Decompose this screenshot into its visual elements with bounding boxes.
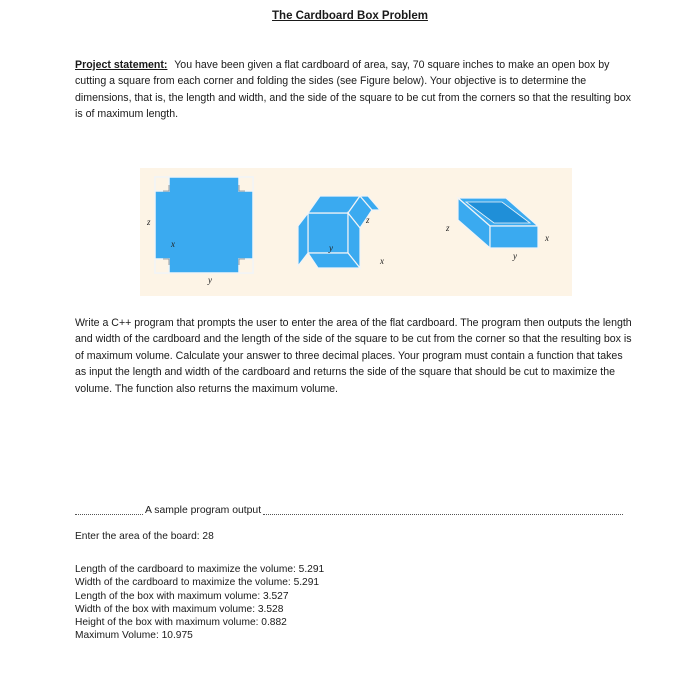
flat-y-label: y: [208, 275, 212, 285]
open-box-diagram: [445, 198, 549, 261]
box-x-label: x: [545, 233, 549, 243]
box-y-label: y: [513, 251, 517, 261]
sample-output-separator: [75, 505, 623, 516]
project-statement: [75, 57, 635, 123]
result-line: Maximum Volume: 10.975: [75, 630, 193, 642]
flat-x-label: x: [171, 239, 175, 249]
corner-cut-top-left: [155, 177, 169, 191]
box-z-label: z: [446, 223, 450, 233]
cardboard-figure-svg: [140, 168, 572, 296]
corner-cut-top-right: [239, 177, 253, 191]
result-line: Length of the cardboard to maximize the volume: 5.291: [75, 564, 325, 575]
result-line: Width of the box with maximum volume: 3.528: [75, 603, 284, 615]
fold-y-label: y: [329, 243, 333, 253]
sample-output-heading: A sample program output: [145, 505, 262, 516]
result-line: Width of the cardboard to maximize the volume: 5.291: [75, 577, 320, 589]
fold-z-label: z: [366, 215, 370, 225]
project-statement-text: You have been given a flat cardboard of area, say, 70 square inches to make an open box by cutting a square from each corner and folding the sides (see Figure below). Your objective is to determine the dimensions, that is, the length and width, and the side of the square to be cut from the corners so that the resulting box is of maximum length.: [75, 59, 631, 121]
sample-prompt-line: Enter the area of the board: 28: [75, 531, 214, 542]
separator-dots-left: [75, 507, 143, 515]
corner-cut-bottom-right: [239, 259, 253, 273]
result-line: Length of the box with maximum volume: 3.527: [75, 590, 289, 602]
project-statement-label: Project statement:: [75, 59, 168, 71]
flat-z-label: z: [147, 217, 151, 227]
page-title: The Cardboard Box Problem: [272, 10, 428, 22]
fold-x-label: x: [380, 256, 384, 266]
cardboard-figure: [140, 168, 572, 296]
separator-dots-right: [263, 507, 623, 515]
flat-cardboard-diagram: [146, 177, 253, 285]
result-line: Height of the box with maximum volume: 0.882: [75, 617, 287, 629]
folding-box-diagram: [298, 196, 384, 268]
sample-results: [75, 563, 324, 643]
corner-cut-bottom-left: [155, 259, 169, 273]
instructions-paragraph: Write a C++ program that prompts the user to enter the area of the flat cardboard. The program then outputs the length and width of the cardboard and the length of the side of the square to be cut from the corner so that the resulting box is of maximum volume. Calculate your answer to three decimal places. Your program must contain a function that takes as input the length and width of the cardboard and returns the side of the square that should be cut to maximize the volume. The function also returns the maximum volume.: [75, 317, 632, 395]
